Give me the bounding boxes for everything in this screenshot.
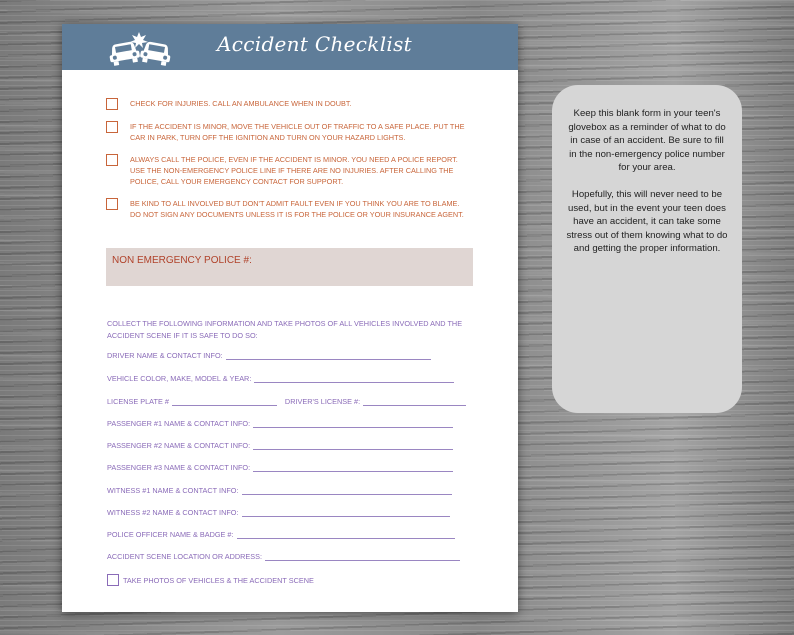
field-label: PASSENGER #1 NAME & CONTACT INFO: bbox=[107, 419, 251, 428]
field-label: LICENSE PLATE # bbox=[107, 397, 169, 406]
checklist-item-text: CHECK FOR INJURIES. CALL AN AMBULANCE WHEN IN DOUBT. bbox=[130, 99, 352, 108]
note-paragraph: Hopefully, this will never need to be used, but in the event your teen does have an accident, it can take some stress out of them knowing what to do and getting the proper information. bbox=[566, 188, 728, 255]
passenger2-field bbox=[107, 440, 453, 450]
checklist-item bbox=[106, 198, 470, 220]
witness1-field bbox=[107, 485, 452, 495]
witness1-input-line[interactable] bbox=[242, 485, 452, 495]
field-label: ACCIDENT SCENE LOCATION OR ADDRESS: bbox=[107, 552, 263, 561]
vehicle-input-line[interactable] bbox=[254, 373, 454, 383]
plate-input-line[interactable] bbox=[172, 396, 277, 406]
field-label: PASSENGER #3 NAME & CONTACT INFO: bbox=[107, 463, 251, 472]
plate-license-field bbox=[107, 396, 466, 406]
note-paragraph: Keep this blank form in your teen's glovebox as a reminder of what to do in case of an accident. Be sure to fill in the non-emergency police number for your area. bbox=[568, 108, 726, 174]
location-field bbox=[107, 551, 460, 561]
checkbox[interactable] bbox=[106, 98, 118, 110]
checklist-item-text: IF THE ACCIDENT IS MINOR, MOVE THE VEHICLE OUT OF TRAFFIC TO A SAFE PLACE. PUT THE CAR IN PARK, TURN OFF THE IGNITION AND TURN ON YOUR HAZARD LIGHTS. bbox=[130, 122, 465, 143]
instructions-text: COLLECT THE FOLLOWING INFORMATION AND TAKE PHOTOS OF ALL VEHICLES INVOLVED AND THE ACCIDENT SCENE IF IT IS SAFE TO DO SO: bbox=[107, 319, 463, 340]
location-input-line[interactable] bbox=[265, 551, 460, 561]
checklist-item-text: BE KIND TO ALL INVOLVED BUT DON'T ADMIT FAULT EVEN IF YOU THINK YOU ARE TO BLAME. DO NOT SIGN ANY DOCUMENTS UNLESS IT IS FOR THE POLICE OR YOUR INSURANCE AGENT. bbox=[130, 199, 464, 220]
photo-checklist-item bbox=[107, 574, 314, 586]
photo-item-text: TAKE PHOTOS OF VEHICLES & THE ACCIDENT SCENE bbox=[123, 575, 314, 585]
driver-field bbox=[107, 350, 431, 360]
police-number-box[interactable] bbox=[106, 248, 473, 286]
police-number-label: NON EMERGENCY POLICE #: bbox=[112, 255, 252, 266]
passenger3-input-line[interactable] bbox=[253, 462, 453, 472]
checkbox[interactable] bbox=[106, 121, 118, 133]
passenger2-input-line[interactable] bbox=[253, 440, 453, 450]
field-label: VEHICLE COLOR, MAKE, MODEL & YEAR: bbox=[107, 374, 252, 383]
checklist-item-text: ALWAYS CALL THE POLICE, EVEN IF THE ACCIDENT IS MINOR. YOU NEED A POLICE REPORT. USE THE NON-EMERGENCY POLICE LINE IF THERE ARE NO INJURIES. AFTER CALLING THE POLICE, CALL YOUR EMERGENCY CONTACT FOR SUPPORT. bbox=[130, 155, 458, 187]
officer-input-line[interactable] bbox=[237, 529, 455, 539]
page-title: Accident Checklist bbox=[217, 32, 412, 56]
passenger3-field bbox=[107, 462, 453, 472]
checklist-page bbox=[62, 24, 518, 612]
passenger1-field bbox=[107, 418, 453, 428]
passenger1-input-line[interactable] bbox=[253, 418, 453, 428]
driver-input-line[interactable] bbox=[226, 350, 431, 360]
field-label: WITNESS #2 NAME & CONTACT INFO: bbox=[107, 508, 239, 517]
side-note bbox=[552, 85, 742, 413]
officer-field bbox=[107, 529, 455, 539]
vehicle-field bbox=[107, 373, 454, 383]
field-label: POLICE OFFICER NAME & BADGE #: bbox=[107, 530, 234, 539]
photo-checkbox[interactable] bbox=[107, 574, 119, 586]
checklist-item bbox=[106, 121, 470, 143]
witness2-field bbox=[107, 507, 450, 517]
field-label: DRIVER NAME & CONTACT INFO: bbox=[107, 351, 223, 360]
field-label: WITNESS #1 NAME & CONTACT INFO: bbox=[107, 486, 239, 495]
field-label: DRIVER'S LICENSE #: bbox=[284, 397, 361, 406]
license-input-line[interactable] bbox=[363, 396, 466, 406]
page-header bbox=[62, 24, 518, 70]
checklist-item bbox=[106, 154, 470, 188]
checkbox[interactable] bbox=[106, 198, 118, 210]
car-crash-icon bbox=[108, 32, 172, 66]
checkbox[interactable] bbox=[106, 154, 118, 166]
field-label: PASSENGER #2 NAME & CONTACT INFO: bbox=[107, 441, 251, 450]
checklist-item bbox=[106, 98, 470, 110]
witness2-input-line[interactable] bbox=[242, 507, 450, 517]
